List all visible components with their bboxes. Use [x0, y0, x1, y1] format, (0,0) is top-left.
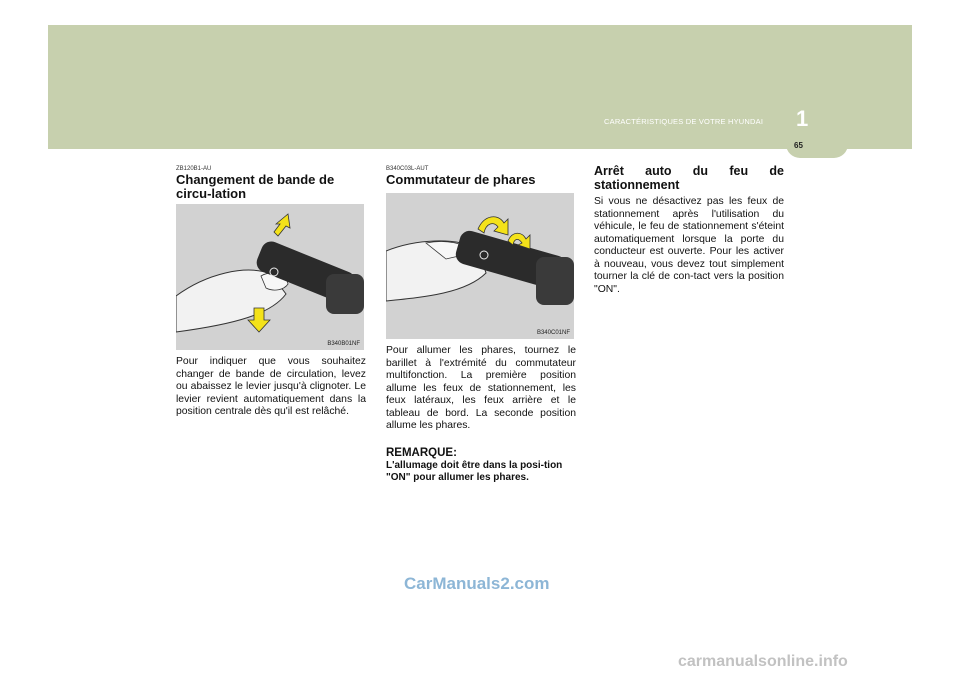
title-word: auto — [645, 164, 672, 178]
headlight-lever-illustration-image — [386, 193, 574, 339]
figure-code: B340B01NF — [327, 341, 360, 347]
note-text: L'allumage doit être dans la posi-tion "ON" pour allumer les phares. — [386, 459, 563, 483]
headlight-switch-figure — [386, 193, 574, 339]
page-number: 65 — [794, 141, 803, 150]
lane-change-figure — [176, 204, 364, 350]
section-title — [594, 164, 784, 192]
section-title: Commutateur de phares — [386, 172, 536, 187]
header-band — [48, 25, 912, 149]
section-code: ZB120B1-AU — [176, 166, 212, 172]
section-body: Pour indiquer que vous souhaitez changer de bande de circulation, levez ou abaissez le levier jusqu'à clignoter. Le levier revient automatiquement dans la position centrale dès qu'il est relâché. — [176, 356, 366, 417]
up-arrow-icon — [274, 214, 290, 236]
section-title-line2: stationnement — [594, 178, 680, 192]
title-word: de — [769, 164, 784, 178]
title-word: Arrêt — [594, 164, 624, 178]
section-headlight-switch — [386, 166, 576, 484]
title-word: du — [692, 164, 709, 178]
section-body: Pour allumer les phares, tournez le barillet à l'extrémité du commutateur multifonction. La première position allume les feux de stationnement, les feux latéraux, les feux arrière et le tableau de bord. La seconde position allume les phares. — [386, 345, 576, 431]
lever-illustration-image — [176, 204, 364, 350]
note-title: REMARQUE: — [386, 446, 457, 459]
chapter-title: CARACTÉRISTIQUES DE VOTRE HYUNDAI — [604, 117, 764, 126]
watermark-carmanualsonline: carmanualsonline.info — [678, 653, 848, 670]
figure-code: B340C01NF — [536, 330, 570, 336]
section-title: Changement de bande de circu-lation — [176, 172, 335, 201]
chapter-number: 1 — [796, 106, 809, 131]
title-word: feu — [729, 164, 749, 178]
section-code: B340C03L-AUT — [386, 166, 429, 172]
rotate-arrow-icon — [478, 217, 508, 235]
section-auto-parking-light-off — [594, 164, 784, 296]
section-title-line1 — [594, 164, 784, 178]
section-lane-change — [176, 166, 366, 419]
section-body: Si vous ne désactivez pas les feux de stationnement après l'utilisation du véhicule, le feu de stationnement s'éteint automatiquement lorsque la porte du conducteur est ouverte. Pour les activer à nouveau, vous devez tout simplement tourner la clé de con-tact vers la position "ON". — [594, 196, 784, 295]
watermark-carmanuals2: CarManuals2.com — [404, 574, 550, 593]
